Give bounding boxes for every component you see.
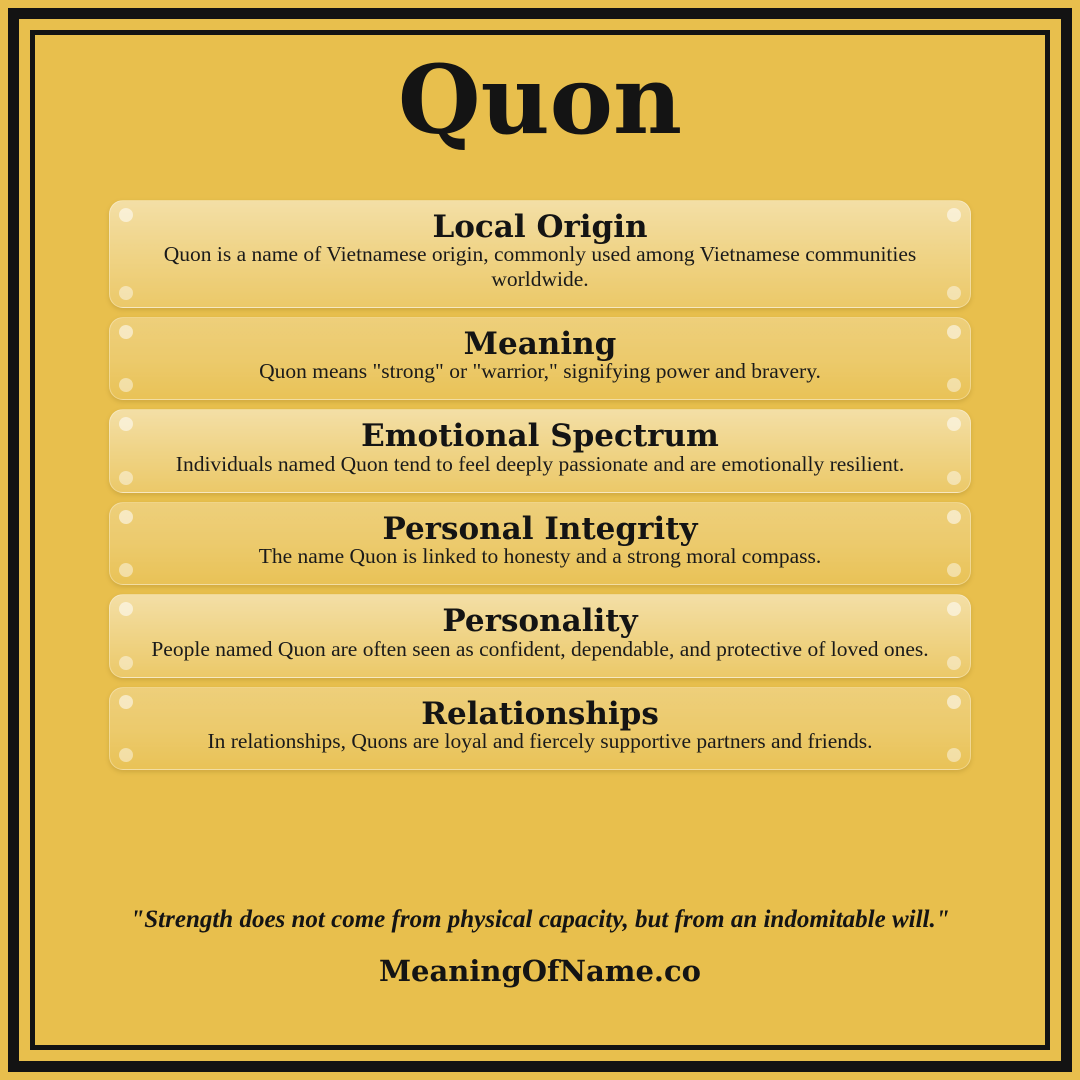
page-title: Quon — [397, 45, 683, 156]
section-card-personality — [109, 594, 971, 678]
poster-content — [44, 44, 1036, 1036]
corner-dot-icon — [947, 286, 961, 300]
section-text: Quon means "strong" or "warrior," signifying power and bravery. — [259, 359, 821, 384]
section-heading: Emotional Spectrum — [361, 418, 719, 455]
corner-dot-icon — [119, 286, 133, 300]
corner-dot-icon — [119, 656, 133, 670]
section-heading: Relationships — [421, 695, 659, 732]
section-text: In relationships, Quons are loyal and fiercely supportive partners and friends. — [207, 729, 873, 754]
section-text: Individuals named Quon tend to feel deeply passionate and are emotionally resilient. — [175, 451, 905, 476]
section-text: People named Quon are often seen as confident, dependable, and protective of loved ones. — [151, 636, 929, 661]
corner-dot-icon — [947, 748, 961, 762]
corner-dot-icon — [947, 656, 961, 670]
brand-footer: MeaningOfName.co — [378, 954, 702, 988]
section-card-personal-integrity — [109, 502, 971, 586]
sections-list — [44, 200, 1036, 770]
corner-dot-icon — [119, 471, 133, 485]
corner-dot-icon — [947, 378, 961, 392]
section-heading: Meaning — [463, 325, 617, 362]
corner-dot-icon — [119, 563, 133, 577]
section-card-emotional-spectrum — [109, 409, 971, 493]
section-heading: Personal Integrity — [382, 510, 698, 547]
section-heading: Personality — [442, 603, 638, 640]
corner-dot-icon — [947, 563, 961, 577]
section-heading: Local Origin — [432, 209, 648, 245]
section-card-meaning — [109, 317, 971, 401]
section-text: Quon is a name of Vietnamese origin, commonly used among Vietnamese communities worldwide. — [163, 242, 917, 291]
quote-text: "Strength does not come from physical capacity, but from an indomitable will." — [130, 906, 950, 933]
section-card-local-origin — [109, 200, 971, 308]
corner-dot-icon — [119, 748, 133, 762]
corner-dot-icon — [947, 471, 961, 485]
section-card-relationships — [109, 687, 971, 771]
corner-dot-icon — [119, 378, 133, 392]
section-text: The name Quon is linked to honesty and a strong moral compass. — [258, 544, 822, 569]
